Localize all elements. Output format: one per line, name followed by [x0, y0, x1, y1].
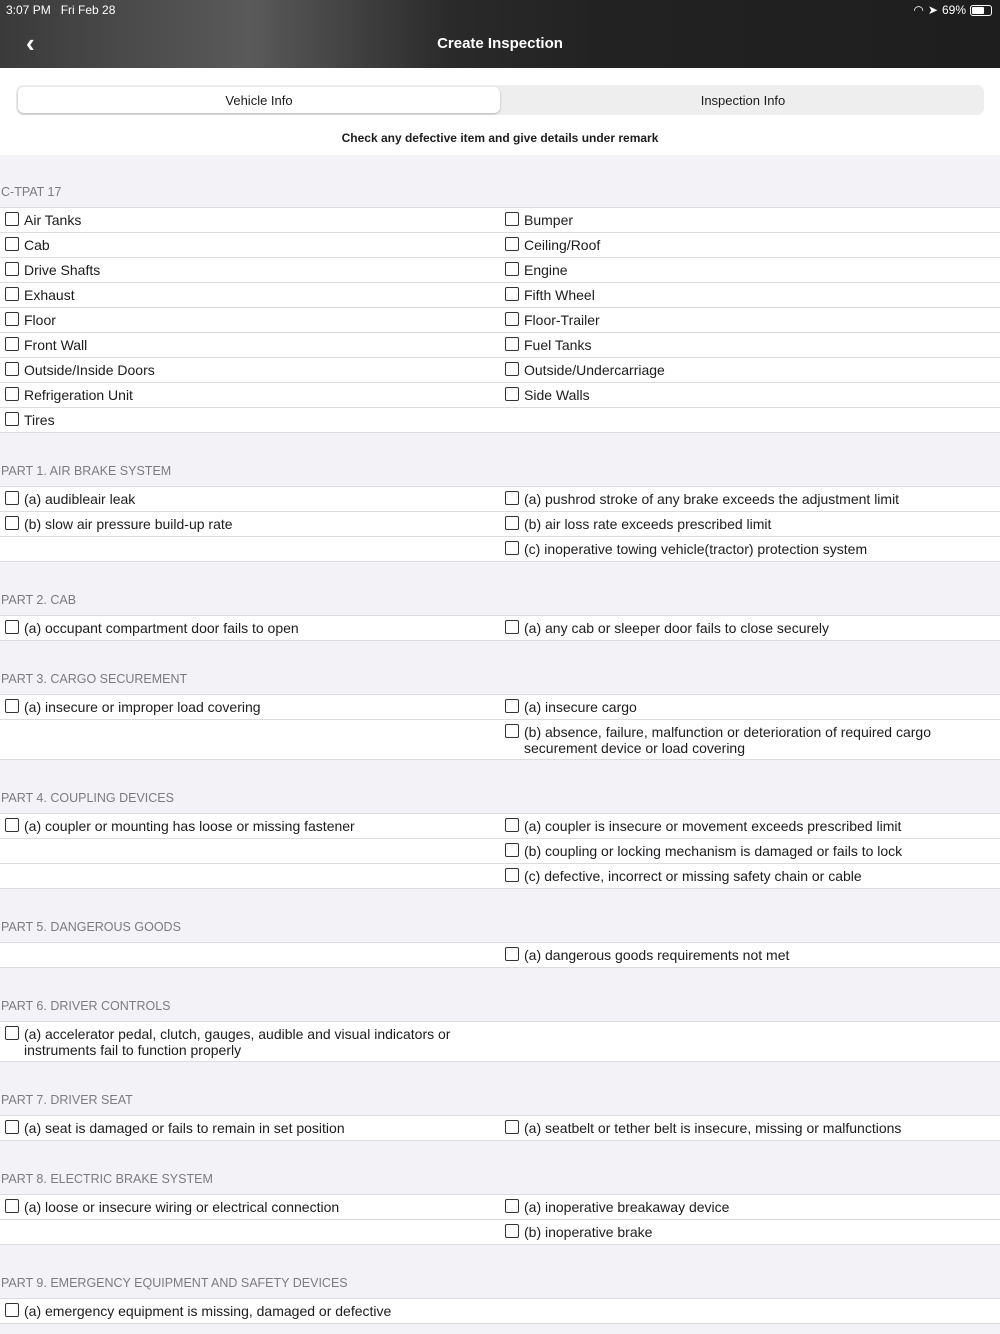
- checklist-item[interactable]: [500, 695, 1000, 719]
- checkbox-icon[interactable]: [505, 287, 519, 301]
- checklist-row: [0, 283, 1000, 308]
- checkbox-icon[interactable]: [505, 362, 519, 376]
- page-title: Create Inspection: [437, 35, 563, 52]
- checklist-item-label: (b) slow air pressure build-up rate: [24, 516, 233, 532]
- checkbox-icon[interactable]: [505, 1120, 519, 1134]
- checkbox-icon[interactable]: [5, 620, 19, 634]
- empty-cell: [0, 537, 500, 561]
- empty-cell: [500, 1022, 1000, 1061]
- checklist-row: [0, 1299, 1000, 1324]
- checklist-item-label: Floor: [24, 312, 56, 328]
- section-header: PART 9. EMERGENCY EQUIPMENT AND SAFETY DEVICES: [0, 1245, 1000, 1299]
- checkbox-icon[interactable]: [5, 699, 19, 713]
- checklist-item[interactable]: [0, 333, 500, 357]
- location-icon: ➤: [927, 3, 938, 17]
- empty-cell: [500, 1299, 1000, 1323]
- checklist-item-label: Refrigeration Unit: [24, 387, 133, 403]
- section-header: PART 1. AIR BRAKE SYSTEM: [0, 433, 1000, 487]
- checklist-item-label: (a) any cab or sleeper door fails to close securely: [524, 620, 830, 636]
- checklist-item-label: (a) inoperative breakaway device: [524, 1199, 730, 1215]
- checkbox-icon[interactable]: [5, 337, 19, 351]
- checklist-item-label: Tires: [24, 412, 55, 428]
- checklist-item-label: Drive Shafts: [24, 262, 101, 278]
- segmented-control: [16, 85, 984, 115]
- checklist-row: [0, 258, 1000, 283]
- checkbox-icon[interactable]: [5, 262, 19, 276]
- checklist-item-label: (a) seat is damaged or fails to remain in set position: [24, 1120, 345, 1136]
- instruction-text: Check any defective item and give details under remark: [341, 131, 659, 145]
- checkbox-icon[interactable]: [505, 1224, 519, 1238]
- checklist-item[interactable]: [0, 233, 500, 257]
- checklist-item[interactable]: [0, 358, 500, 382]
- tab-vehicle-info[interactable]: Vehicle Info: [18, 87, 500, 113]
- section-header: PART 4. COUPLING DEVICES: [0, 760, 1000, 814]
- checklist-row: [0, 864, 1000, 889]
- checklist-row: [0, 383, 1000, 408]
- battery-icon: [970, 5, 992, 16]
- battery-percent: 69%: [941, 3, 966, 17]
- checklist-item[interactable]: [0, 695, 500, 719]
- checklist-item[interactable]: [500, 383, 1000, 407]
- checkbox-icon[interactable]: [5, 237, 19, 251]
- checklist-item-label: Outside/Inside Doors: [24, 362, 155, 378]
- checklist-row: [0, 814, 1000, 839]
- checkbox-icon[interactable]: [5, 362, 19, 376]
- checklist-row: [0, 487, 1000, 512]
- checkbox-icon[interactable]: [5, 1026, 19, 1040]
- checkbox-icon[interactable]: [505, 620, 519, 634]
- checklist-item[interactable]: [500, 333, 1000, 357]
- checklist-item[interactable]: [500, 512, 1000, 536]
- checklist-item-label: (b) absence, failure, malfunction or deterioration of required cargo securement device or load covering: [524, 724, 931, 756]
- empty-cell: [0, 1220, 500, 1244]
- checkbox-icon[interactable]: [505, 724, 519, 738]
- checklist-item[interactable]: [500, 487, 1000, 511]
- checklist-item-label: (a) pushrod stroke of any brake exceeds the adjustment limit: [524, 491, 900, 507]
- checklist-item[interactable]: [0, 1299, 500, 1323]
- checkbox-icon[interactable]: [5, 1120, 19, 1134]
- checklist-item[interactable]: [0, 1022, 500, 1061]
- inspection-checklist: [0, 155, 1000, 1324]
- checklist-item[interactable]: [0, 512, 500, 536]
- navigation-bar: [0, 0, 1000, 68]
- checklist-item-label: (a) coupler is insecure or movement exceeds prescribed limit: [524, 818, 902, 834]
- section-header: C-TPAT 17: [0, 155, 1000, 208]
- checkbox-icon[interactable]: [505, 337, 519, 351]
- checklist-item[interactable]: [0, 408, 500, 432]
- checkbox-icon[interactable]: [505, 868, 519, 882]
- checklist-row: [0, 695, 1000, 720]
- checkbox-icon[interactable]: [505, 237, 519, 251]
- empty-cell: [0, 720, 500, 759]
- checklist-item[interactable]: [500, 814, 1000, 838]
- checkbox-icon[interactable]: [505, 212, 519, 226]
- checklist-item[interactable]: [0, 1116, 500, 1140]
- checklist-row: [0, 208, 1000, 233]
- checklist-item-label: Fifth Wheel: [524, 287, 595, 303]
- checkbox-icon[interactable]: [505, 843, 519, 857]
- status-indicators: [913, 3, 992, 17]
- checklist-item[interactable]: [500, 720, 1000, 759]
- status-time: 3:07 PM Fri Feb 28: [6, 3, 116, 17]
- checklist-row: [0, 1116, 1000, 1141]
- checklist-item-label: Cab: [24, 237, 50, 253]
- checklist-item-label: (b) coupling or locking mechanism is damaged or fails to lock: [524, 843, 903, 859]
- tab-inspection-info[interactable]: Inspection Info: [700, 92, 786, 108]
- checklist-row: [0, 333, 1000, 358]
- checklist-item[interactable]: [500, 864, 1000, 888]
- checkbox-icon[interactable]: [5, 818, 19, 832]
- checklist-item[interactable]: [0, 383, 500, 407]
- checklist-item-label: (a) insecure cargo: [524, 699, 637, 715]
- checklist-item-label: (a) seatbelt or tether belt is insecure, missing or malfunctions: [524, 1120, 902, 1136]
- checkbox-icon[interactable]: [5, 1303, 19, 1317]
- checkbox-icon[interactable]: [505, 387, 519, 401]
- empty-cell: [0, 943, 500, 967]
- checklist-item[interactable]: [0, 1195, 500, 1219]
- checklist-item-label: (b) air loss rate exceeds prescribed limit: [524, 516, 772, 532]
- checklist-item[interactable]: [500, 283, 1000, 307]
- checklist-item[interactable]: [500, 233, 1000, 257]
- section-header: PART 8. ELECTRIC BRAKE SYSTEM: [0, 1141, 1000, 1195]
- checklist-item-label: (a) loose or insecure wiring or electrical connection: [24, 1199, 340, 1215]
- checklist-item[interactable]: [500, 358, 1000, 382]
- checkbox-icon[interactable]: [5, 412, 19, 426]
- checklist-item[interactable]: [0, 487, 500, 511]
- checklist-item-label: (a) dangerous goods requirements not met: [524, 947, 790, 963]
- checkbox-icon[interactable]: [505, 947, 519, 961]
- checklist-item-label: (c) inoperative towing vehicle(tractor) protection system: [524, 541, 868, 557]
- checkbox-icon[interactable]: [505, 699, 519, 713]
- checklist-item-label: (a) audibleair leak: [24, 491, 136, 507]
- checklist-item[interactable]: [500, 308, 1000, 332]
- checklist-item[interactable]: [500, 1220, 1000, 1244]
- checkbox-icon[interactable]: [5, 491, 19, 505]
- checklist-row: [0, 1220, 1000, 1245]
- checklist-item-label: (a) emergency equipment is missing, damaged or defective: [24, 1303, 392, 1319]
- checklist-item-label: (a) coupler or mounting has loose or missing fastener: [24, 818, 355, 834]
- checklist-row: [0, 616, 1000, 641]
- checkbox-icon[interactable]: [505, 491, 519, 505]
- checklist-row: [0, 408, 1000, 433]
- checkbox-icon[interactable]: [5, 312, 19, 326]
- checklist-item-label: (a) insecure or improper load covering: [24, 699, 261, 715]
- checklist-item-label: Fuel Tanks: [524, 337, 592, 353]
- checklist-item[interactable]: [500, 537, 1000, 561]
- checklist-item-label: (c) defective, incorrect or missing safety chain or cable: [524, 868, 862, 884]
- wifi-icon: ◠: [913, 3, 924, 17]
- checklist-item[interactable]: [0, 308, 500, 332]
- checkbox-icon[interactable]: [5, 212, 19, 226]
- empty-cell: [0, 839, 500, 863]
- empty-cell: [500, 408, 1000, 432]
- checklist-item[interactable]: [0, 283, 500, 307]
- checkbox-icon[interactable]: [505, 262, 519, 276]
- section-header: PART 5. DANGEROUS GOODS: [0, 889, 1000, 943]
- checklist-item[interactable]: [500, 1116, 1000, 1140]
- checklist-row: [0, 720, 1000, 760]
- checklist-item[interactable]: [0, 814, 500, 838]
- checklist-row: [0, 943, 1000, 968]
- checklist-row: [0, 839, 1000, 864]
- checklist-item[interactable]: [0, 258, 500, 282]
- checklist-item-label: Engine: [524, 262, 568, 278]
- checklist-item-label: (b) inoperative brake: [524, 1224, 653, 1240]
- checklist-item-label: Air Tanks: [24, 212, 82, 228]
- checklist-item[interactable]: [500, 258, 1000, 282]
- checklist-item-label: Ceiling/Roof: [524, 237, 601, 253]
- checklist-item[interactable]: [500, 839, 1000, 863]
- checklist-item-label: (a) occupant compartment door fails to open: [24, 620, 299, 636]
- checklist-item-label: Outside/Undercarriage: [524, 362, 665, 378]
- checklist-item[interactable]: [500, 1195, 1000, 1219]
- section-header: PART 3. CARGO SECUREMENT: [0, 641, 1000, 695]
- section-header: PART 2. CAB: [0, 562, 1000, 616]
- checklist-item-label: Floor-Trailer: [524, 312, 600, 328]
- checklist-row: [0, 512, 1000, 537]
- checklist-row: [0, 1195, 1000, 1220]
- checkbox-icon[interactable]: [505, 818, 519, 832]
- checklist-row: [0, 358, 1000, 383]
- checklist-item[interactable]: [0, 208, 500, 232]
- section-header: PART 6. DRIVER CONTROLS: [0, 968, 1000, 1022]
- checklist-item[interactable]: [500, 208, 1000, 232]
- checklist-item-label: Exhaust: [24, 287, 75, 303]
- checkbox-icon[interactable]: [5, 516, 19, 530]
- empty-cell: [0, 864, 500, 888]
- checklist-item[interactable]: [0, 616, 500, 640]
- checklist-item-label: (a) accelerator pedal, clutch, gauges, audible and visual indicators or instruments fail to function properly: [24, 1026, 451, 1058]
- checkbox-icon[interactable]: [505, 516, 519, 530]
- checklist-row: [0, 1022, 1000, 1062]
- checklist-item-label: Side Walls: [524, 387, 590, 403]
- checkbox-icon[interactable]: [505, 1199, 519, 1213]
- back-chevron-icon[interactable]: ‹: [26, 28, 35, 58]
- checklist-item[interactable]: [500, 616, 1000, 640]
- checklist-row: [0, 233, 1000, 258]
- checklist-item-label: Bumper: [524, 212, 574, 228]
- checklist-row: [0, 308, 1000, 333]
- checkbox-icon[interactable]: [5, 1199, 19, 1213]
- checklist-item-label: Front Wall: [24, 337, 88, 353]
- checkbox-icon[interactable]: [5, 287, 19, 301]
- checkbox-icon[interactable]: [5, 387, 19, 401]
- checklist-item[interactable]: [500, 943, 1000, 967]
- checklist-row: [0, 537, 1000, 562]
- section-header: PART 7. DRIVER SEAT: [0, 1062, 1000, 1116]
- checkbox-icon[interactable]: [505, 541, 519, 555]
- checkbox-icon[interactable]: [505, 312, 519, 326]
